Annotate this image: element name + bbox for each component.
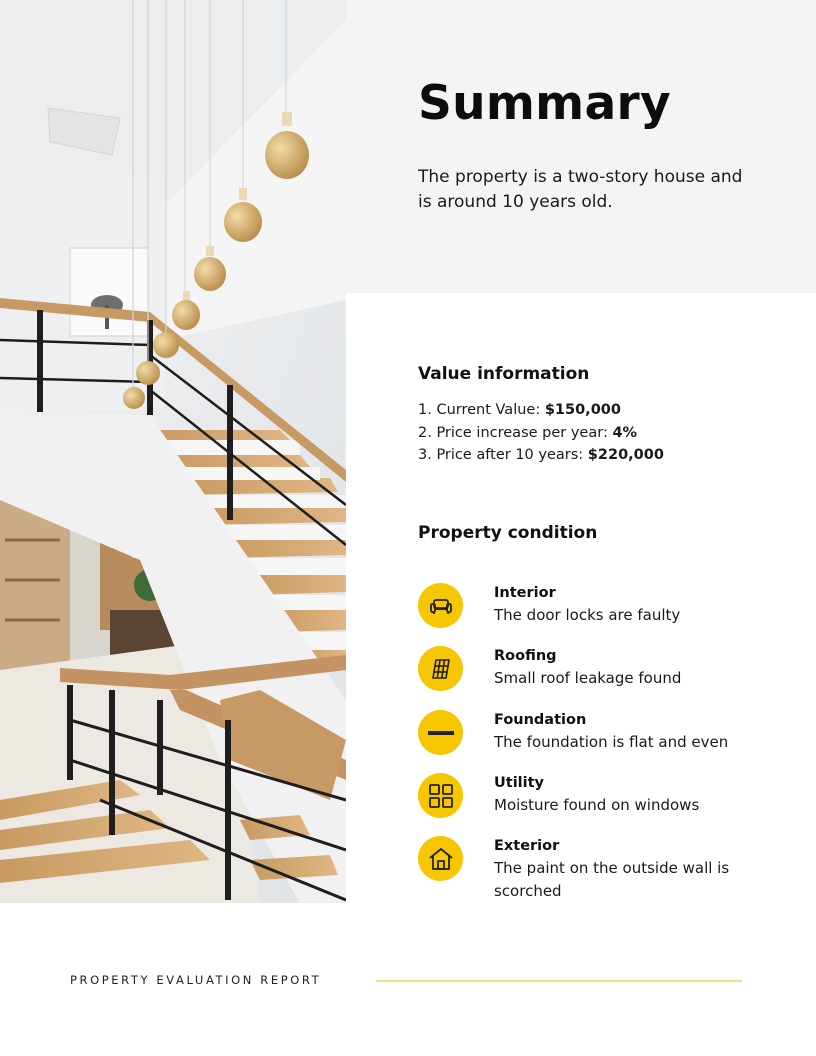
value-amount: $150,000 <box>544 402 621 418</box>
condition-description: The paint on the outside wall is scorched <box>494 859 730 900</box>
property-condition-heading: Property condition <box>418 523 598 543</box>
foundation-bar-icon <box>418 710 463 755</box>
value-amount: $220,000 <box>587 447 664 463</box>
value-item-increase: 2. Price increase per year: 4% <box>418 424 638 441</box>
condition-name: Exterior <box>494 838 560 854</box>
footer-label: PROPERTY EVALUATION REPORT <box>70 973 322 987</box>
value-item-current: 1. Current Value: $150,000 <box>418 402 621 418</box>
condition-description: Small roof leakage found <box>494 669 682 687</box>
house-icon <box>418 836 463 881</box>
roof-tiles-icon <box>418 646 463 691</box>
condition-description: The foundation is flat and even <box>494 733 729 751</box>
sofa-icon <box>418 583 463 628</box>
summary-description: The property is a two-story house and is around 10 years old. <box>418 167 743 212</box>
value-item-future: 3. Price after 10 years: $220,000 <box>418 447 664 463</box>
page-title: Summary <box>418 76 671 131</box>
condition-name: Foundation <box>494 712 587 728</box>
value-info-list <box>418 399 664 467</box>
value-info-heading: Value information <box>418 364 590 384</box>
condition-description: Moisture found on windows <box>494 796 700 814</box>
value-amount: 4% <box>612 424 638 441</box>
window-grid-icon <box>418 773 463 818</box>
condition-name: Utility <box>494 775 544 791</box>
footer-divider <box>376 980 742 982</box>
staircase-photo <box>0 0 346 903</box>
summary-panel <box>346 0 816 293</box>
condition-description: The door locks are faulty <box>494 606 681 624</box>
condition-name: Roofing <box>494 648 557 664</box>
condition-name: Interior <box>494 585 556 601</box>
